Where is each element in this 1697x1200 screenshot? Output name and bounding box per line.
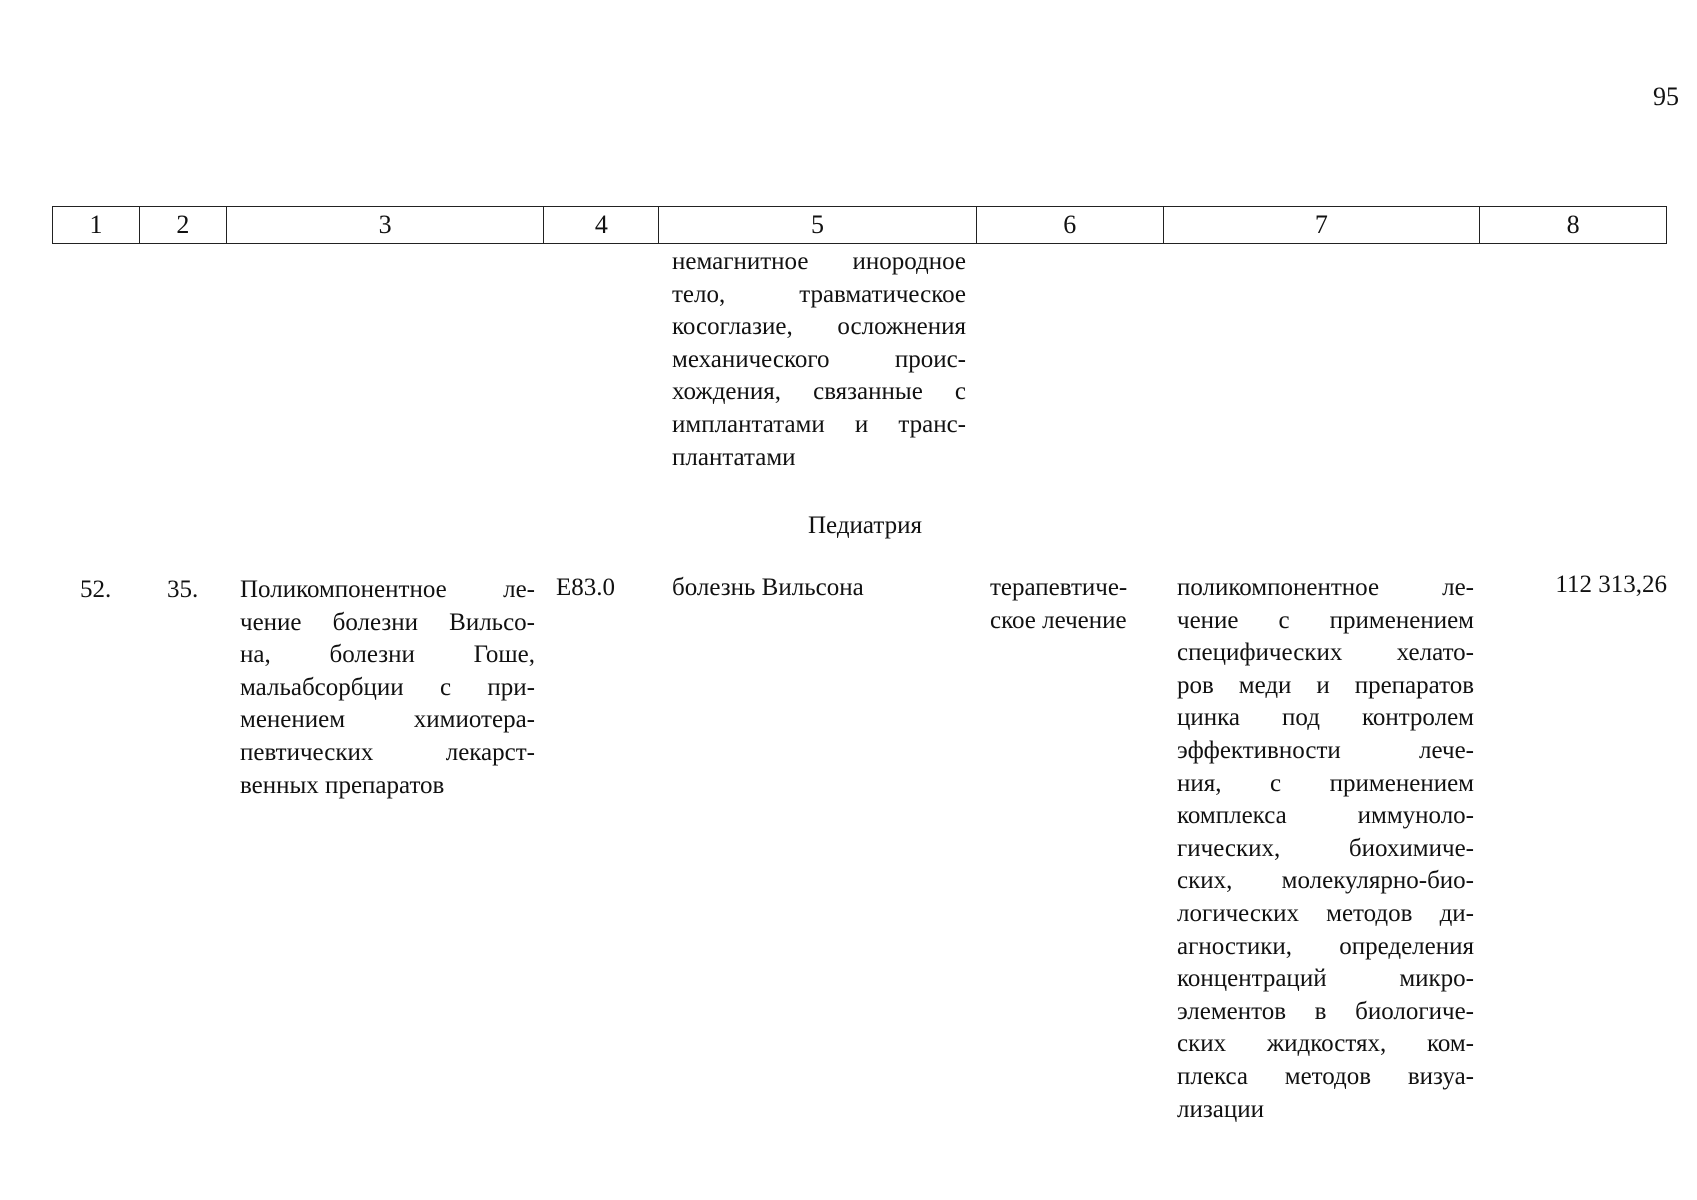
text-line: ских, молекулярно-био- [1177, 867, 1474, 895]
text-line: менением химиотера- [240, 706, 535, 734]
text-line: концентраций микро- [1177, 965, 1474, 993]
treatment-name-cell [240, 574, 535, 802]
row-subnumber: 35. [167, 576, 199, 603]
text-line: плекса методов визуа- [1177, 1062, 1474, 1090]
header-col-3: 3 [227, 207, 545, 243]
text-line: на, болезни Гоше, [240, 641, 535, 669]
cost-value: 112 313,26 [1555, 571, 1667, 598]
text-line: венных препаратов [240, 771, 445, 799]
row-number: 52. [80, 576, 112, 603]
text-line: мальабсорбции с при- [240, 673, 535, 701]
text-line: лизации [1177, 1095, 1264, 1123]
text-line: косоглазие, осложнения [672, 313, 966, 341]
header-col-2: 2 [140, 207, 227, 243]
text-line: поликомпонентное ле- [1177, 574, 1474, 601]
text-line: специфических хелато- [1177, 639, 1474, 667]
text-line: хождения, связанные с [672, 378, 966, 406]
text-line: имплантатами и транс- [672, 410, 966, 438]
treatment-type-cell [990, 572, 1127, 637]
text-line: элементов в биологиче- [1177, 997, 1474, 1025]
text-line: ское лечение [990, 606, 1127, 634]
text-line: терапевтиче- [990, 574, 1128, 601]
header-col-1: 1 [53, 207, 140, 243]
text-line: тело, травматическое [672, 280, 966, 308]
treatment-method-cell [1177, 572, 1474, 1126]
table-header-row [52, 206, 1667, 244]
text-line: гических, биохимиче- [1177, 834, 1474, 862]
diagnosis-cell: болезнь Вильсона [672, 574, 864, 601]
text-line: цинка под контролем [1177, 704, 1474, 732]
header-col-8: 8 [1566, 210, 1580, 239]
header-col-6: 6 [977, 207, 1164, 243]
text-line: комплекса иммуноло- [1177, 802, 1474, 830]
section-title: Педиатрия [808, 512, 922, 539]
text-line: ских жидкостях, ком- [1177, 1030, 1474, 1058]
header-col-4: 4 [544, 207, 659, 243]
continuation-col5-cell [672, 246, 966, 474]
text-line: Поликомпонентное ле- [240, 576, 535, 603]
header-col-5: 5 [659, 207, 977, 243]
text-line: плантатами [672, 443, 796, 471]
text-line: чение болезни Вильсо- [240, 608, 535, 636]
text-line: немагнитное инородное [672, 248, 966, 275]
page-number: 95 [1653, 82, 1679, 111]
text-line: ров меди и препаратов [1177, 671, 1474, 699]
text-line: эффективности лече- [1177, 736, 1474, 764]
header-col-7: 7 [1164, 207, 1481, 243]
text-line: чение с применением [1177, 606, 1474, 634]
text-line: механического проис- [672, 345, 966, 373]
text-line: логических методов ди- [1177, 899, 1474, 927]
text-line: агностики, определения [1177, 932, 1474, 960]
text-line: ния, с применением [1177, 769, 1474, 797]
icd-code: E83.0 [556, 574, 616, 601]
text-line: певтических лекарст- [240, 738, 535, 766]
